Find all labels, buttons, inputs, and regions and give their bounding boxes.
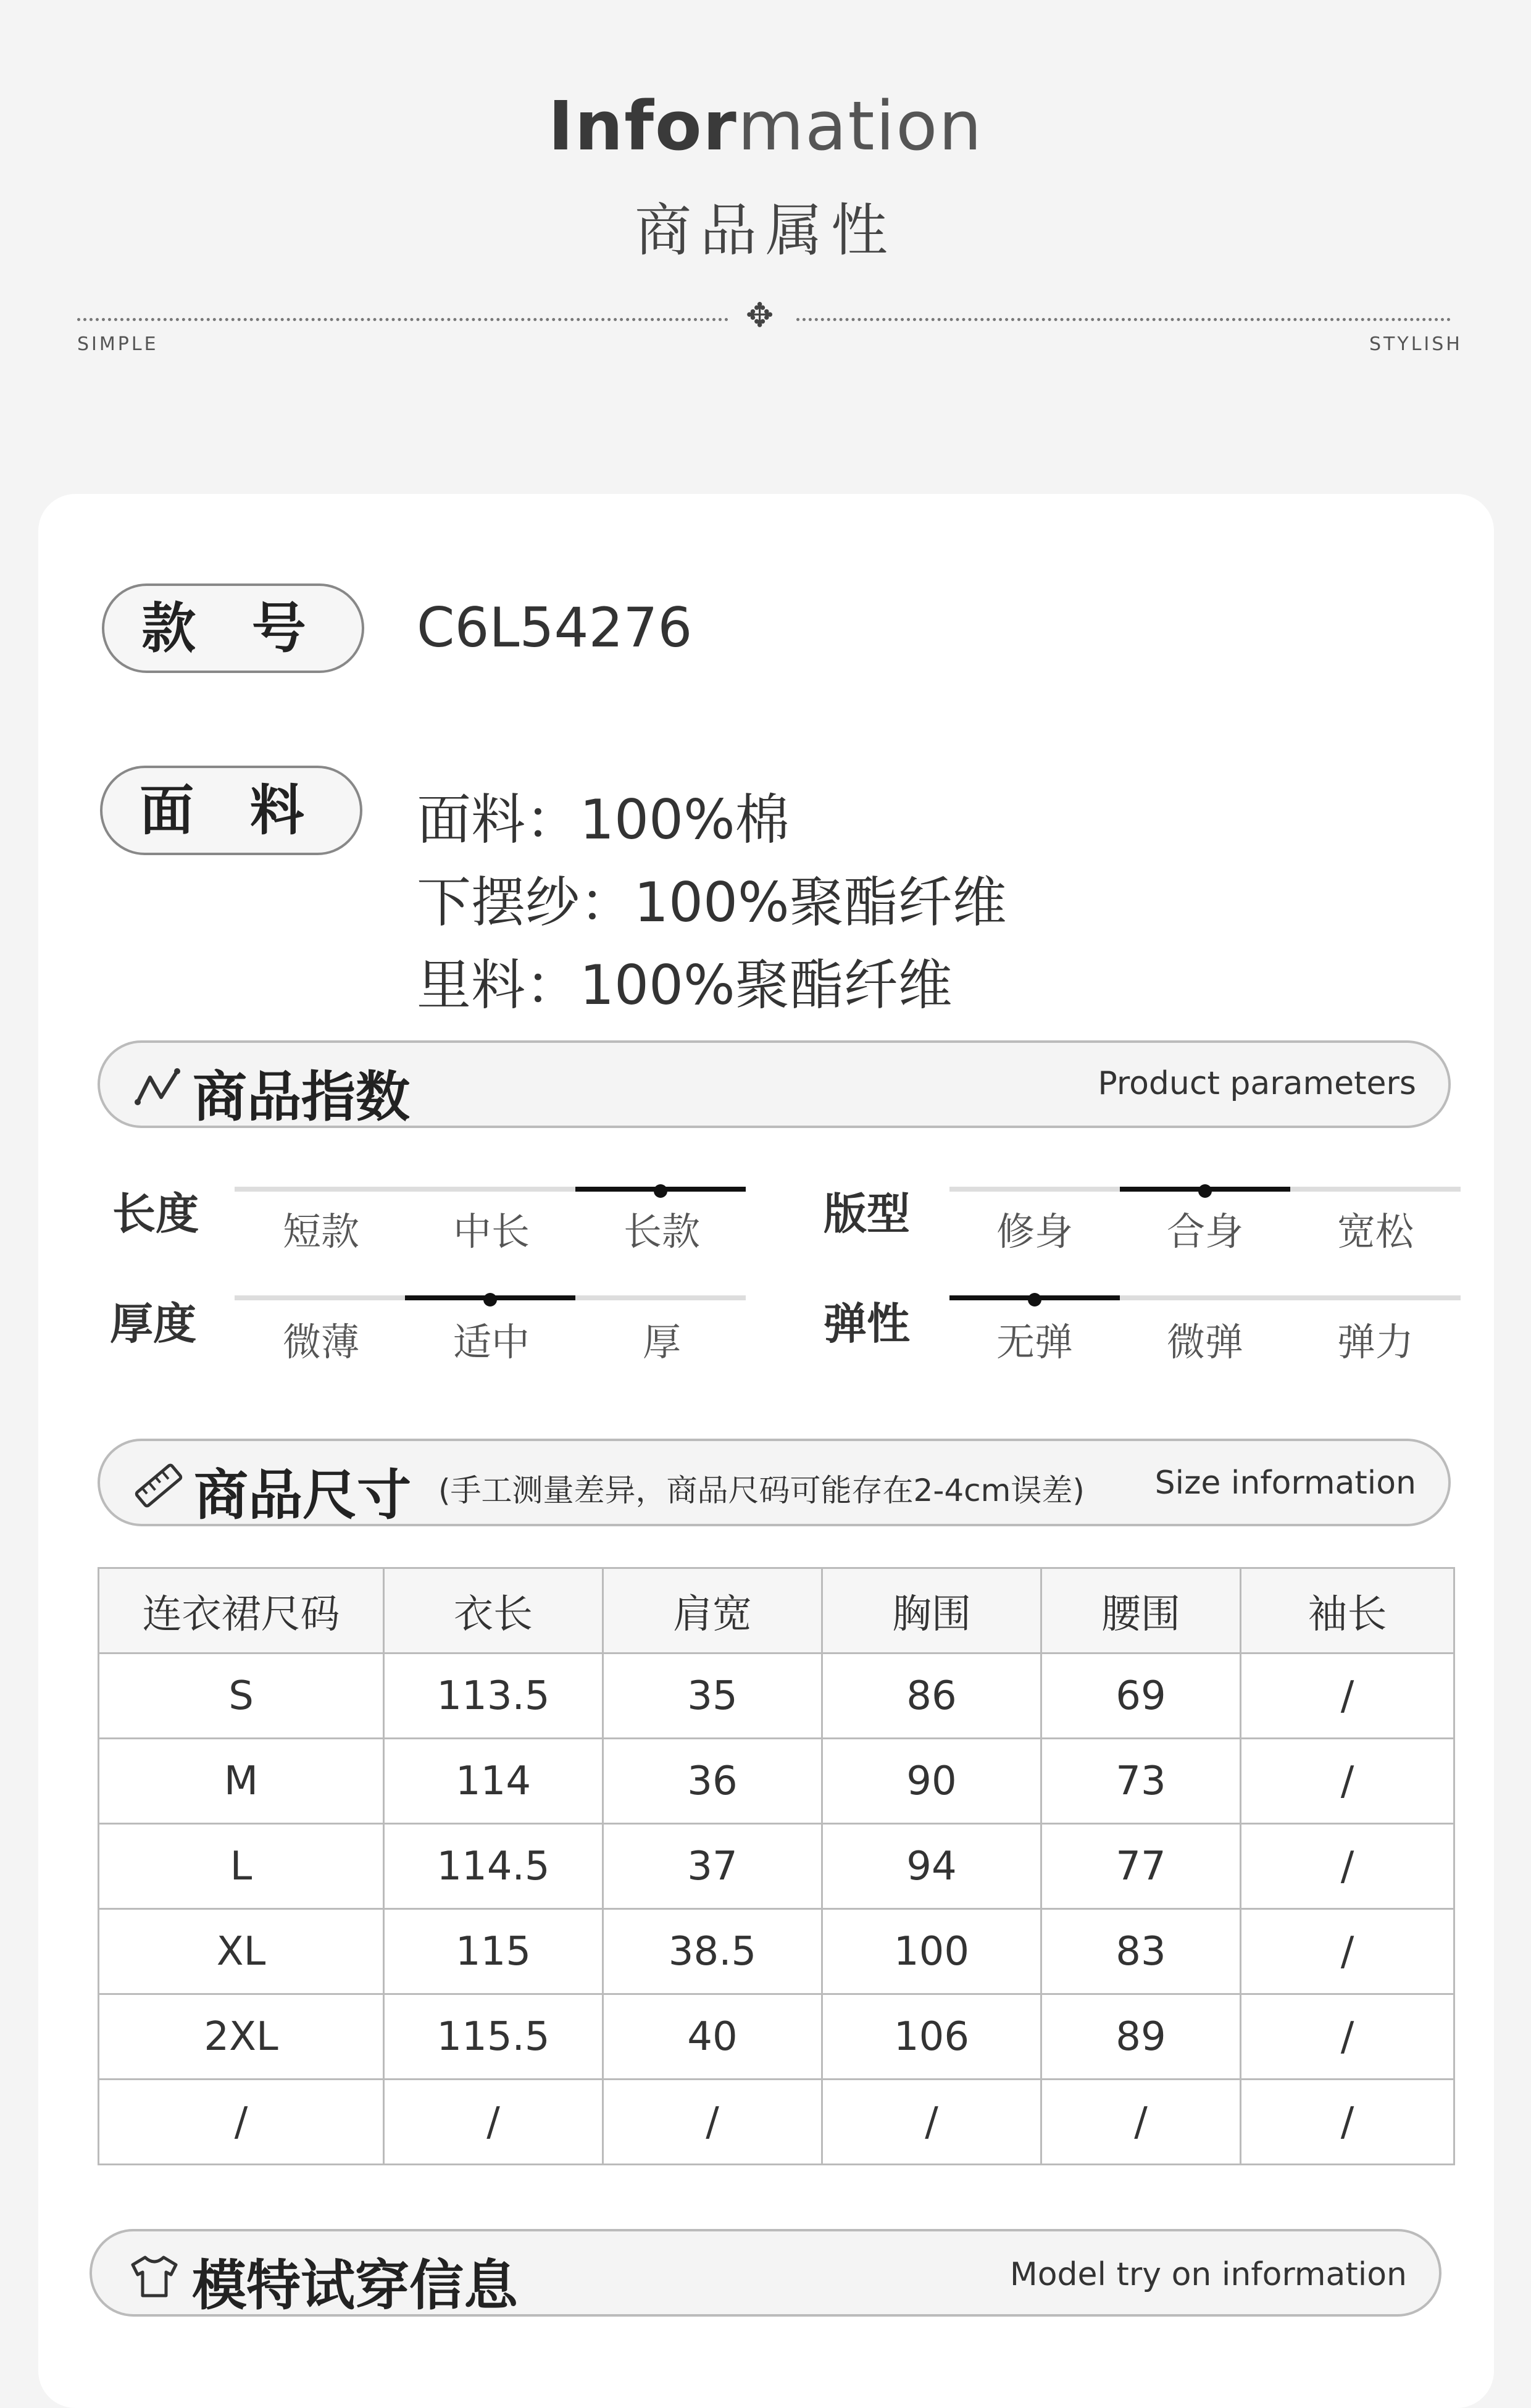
table-cell: /: [603, 2080, 822, 2165]
table-cell: 115: [384, 1909, 603, 1994]
dotted-divider-right: [796, 318, 1451, 321]
tshirt-icon: [128, 2254, 181, 2299]
table-cell: /: [384, 2080, 603, 2165]
size-information-bar: [98, 1439, 1451, 1526]
section-english-title: Product parameters: [1098, 1065, 1416, 1102]
style-number-value: C6L54276: [417, 596, 693, 659]
table-row: [99, 2080, 1454, 2165]
table-cell: 113.5: [384, 1653, 603, 1739]
column-header: 连衣裙尺码: [99, 1568, 384, 1653]
column-header: 肩宽: [603, 1568, 822, 1653]
table-cell: 36: [603, 1739, 822, 1824]
measurement-note: (手工测量差异，商品尺码可能存在2-4cm误差): [438, 1473, 1085, 1508]
section-title: 商品指数: [193, 1065, 411, 1129]
length-knob: [654, 1184, 667, 1198]
fabric-line: 里料：100%聚酯纤维: [417, 953, 953, 1017]
table-cell: 114.5: [384, 1824, 603, 1909]
thickness-option: 微薄: [282, 1319, 359, 1365]
model-try-on-bar: [90, 2229, 1441, 2317]
table-cell: 37: [603, 1824, 822, 1909]
size-table: [98, 1567, 1455, 2165]
column-header: 袖长: [1241, 1568, 1454, 1653]
table-cell: 115.5: [384, 1994, 603, 2080]
heading-light-part: mation: [737, 86, 983, 165]
table-cell: /: [1241, 2080, 1454, 2165]
table-cell: /: [99, 2080, 384, 2165]
information-heading: [0, 86, 1531, 165]
elasticity-option: 微弹: [1166, 1319, 1243, 1365]
table-row: [99, 1739, 1454, 1824]
table-cell: /: [1241, 1909, 1454, 1994]
section-title: 模特试穿信息: [192, 2254, 519, 2317]
elasticity-label: 弹性: [824, 1298, 910, 1349]
length-option: 短款: [282, 1209, 359, 1254]
fit-knob: [1198, 1184, 1212, 1198]
table-cell: 90: [822, 1739, 1041, 1824]
elasticity-knob: [1028, 1293, 1041, 1306]
thickness-label: 厚度: [110, 1298, 196, 1349]
thickness-option: 适中: [453, 1319, 530, 1365]
length-option: 长款: [623, 1209, 700, 1254]
table-cell: /: [1241, 1994, 1454, 2080]
dotted-divider-left: [77, 318, 728, 321]
thickness-knob: [483, 1293, 497, 1306]
table-cell: 106: [822, 1994, 1041, 2080]
fabric-line: 面料：100%棉: [417, 788, 790, 851]
table-cell: 86: [822, 1653, 1041, 1739]
elasticity-option: 无弹: [996, 1319, 1073, 1365]
section-english-title: Size information: [1154, 1465, 1416, 1502]
table-cell: /: [1241, 1653, 1454, 1739]
table-cell: XL: [99, 1909, 384, 1994]
table-header-row: [99, 1568, 1454, 1653]
table-row: [99, 1653, 1454, 1739]
product-parameters-bar: [98, 1040, 1451, 1128]
fit-option: 合身: [1166, 1209, 1243, 1254]
fit-option: 宽松: [1337, 1209, 1414, 1254]
table-cell: 40: [603, 1994, 822, 2080]
table-cell: 38.5: [603, 1909, 822, 1994]
cross-arrows-icon: ✥: [746, 296, 774, 335]
table-cell: 35: [603, 1653, 822, 1739]
section-english-title: Model try on information: [1009, 2256, 1407, 2293]
table-cell: /: [1241, 1739, 1454, 1824]
style-number-label: 款 号: [102, 583, 364, 673]
table-cell: /: [1241, 1824, 1454, 1909]
elasticity-option: 弹力: [1337, 1319, 1414, 1365]
table-cell: S: [99, 1653, 384, 1739]
fit-option: 修身: [996, 1209, 1073, 1254]
simple-tag: SIMPLE: [77, 333, 159, 355]
stylish-tag: STYLISH: [1369, 333, 1462, 355]
table-cell: 89: [1041, 1994, 1241, 2080]
thickness-option: 厚: [642, 1319, 681, 1365]
table-cell: 73: [1041, 1739, 1241, 1824]
length-option: 中长: [453, 1209, 530, 1254]
section-title: 商品尺寸: [194, 1463, 412, 1527]
table-cell: 77: [1041, 1824, 1241, 1909]
trend-line-icon: [134, 1066, 183, 1110]
fit-label: 版型: [824, 1189, 910, 1239]
table-cell: /: [1041, 2080, 1241, 2165]
table-cell: 2XL: [99, 1994, 384, 2080]
table-cell: 94: [822, 1824, 1041, 1909]
table-row: [99, 1909, 1454, 1994]
column-header: 胸围: [822, 1568, 1041, 1653]
table-row: [99, 1824, 1454, 1909]
ruler-icon: [131, 1460, 186, 1511]
heading-subtitle: 商品属性: [634, 198, 896, 264]
table-cell: 100: [822, 1909, 1041, 1994]
column-header: 衣长: [384, 1568, 603, 1653]
column-header: 腰围: [1041, 1568, 1241, 1653]
table-cell: /: [822, 2080, 1041, 2165]
fabric-label: 面 料: [100, 766, 362, 855]
table-cell: 69: [1041, 1653, 1241, 1739]
table-cell: 83: [1041, 1909, 1241, 1994]
heading-bold-part: Infor: [548, 86, 738, 165]
table-row: [99, 1994, 1454, 2080]
table-cell: L: [99, 1824, 384, 1909]
table-cell: 114: [384, 1739, 603, 1824]
fabric-line: 下摆纱：100%聚酯纤维: [417, 871, 1007, 934]
table-cell: M: [99, 1739, 384, 1824]
length-label: 长度: [112, 1189, 199, 1239]
